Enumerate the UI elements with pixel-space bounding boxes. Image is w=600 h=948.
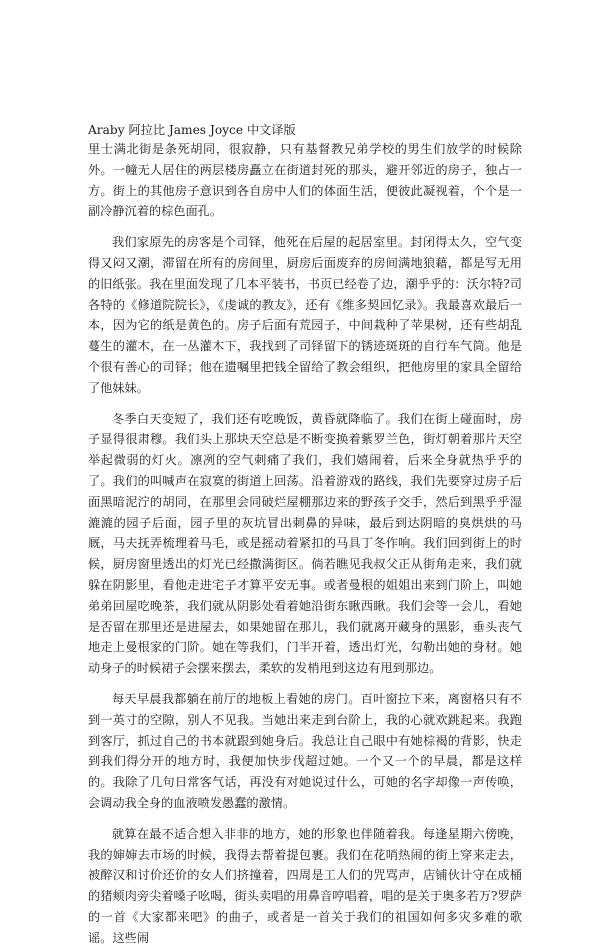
paragraph-5: 就算在最不适合想入非非的地方，她的形象也伴随着我。每逢星期六傍晚，我的婶婶去市场的时候，我得去帮着提包裹。我们在花哨热闹的街上穿来走去，被醉汉和讨价还价的女人们挤撞着，四周是工人们的咒骂声，店铺伙计守在成桶的猪颊肉旁尖着嗓子吆喝，街头卖唱的用鼻音哼唱着，唱的是关于奥多若万?罗萨的一首《大家都来吧》的曲子，或者是一首关于我们的祖国如何多灾多难的歌谣。这些闹 (88, 826, 522, 945)
paragraph-4: 每天早晨我都躺在前厅的地板上看她的房门。百叶窗拉下来，离窗格只有不到一英寸的空隙，别人不见我。当她出来走到台阶上，我的心就欢跳起来。我跑到客厅，抓过自己的书本就跟到她身后。我总让自己眼中有她棕褐的背影，快走到我们得分开的地方时，我便加快步伐超过她。一个又一个的早晨，都是这样的。我除了几句日常客气话，再没有对她说过什么，可她的名字却像一声传唤，会调动我全身的血液喷发愚蠢的激情。 (88, 691, 522, 810)
document-title: Araby 阿拉比 James Joyce 中文译版 (88, 123, 296, 137)
document-body (88, 122, 522, 948)
paragraph-2: 我们家原先的房客是个司铎，他死在后屋的起居室里。封闭得太久，空气变得又闷又潮，滞留在所有的房间里，厨房后面废弃的房间满地狼藉，都是写无用的旧纸张。我在里面发现了几本平装书，书页已经卷了边，潮乎乎的：沃尔特?司各特的《修道院院长》，《虔诚的教友》，还有《维多契回忆录》。我最喜欢最后一本，因为它的纸是黄色的。房子后面有荒园子，中间栽种了苹果树，还有些胡乱蔓生的灌木，在一丛灌木下，我找到了司铎留下的锈迹斑斑的自行车气筒。他是个很有善心的司铎；他在遗嘱里把钱全留给了教会组织，把他房里的家具全留给了他妹妹。 (88, 235, 522, 395)
paragraph-3: 冬季白天变短了，我们还有吃晚饭，黄昏就降临了。我们在街上碰面时，房子显得很肃穆。我们头上那块天空总是不断变换着紫罗兰色，街灯朝着那片天空举起微弱的灯火。凛冽的空气刺痛了我们，我们嬉闹着，后来全身就热乎乎的了。我们的叫喊声在寂寞的街道上回荡。沿着游戏的路线，我们先要穿过房子后面黑暗泥泞的胡同，在那里会同破烂屋棚那边来的野孩子交手，然后到黑乎乎湿漉漉的园子后面，园子里的灰坑冒出刺鼻的异味，最后到达阴暗的臭烘烘的马厩，马夫抚弄梳理着马毛，或是摇动着紧扣的马具丁冬作响。我们回到街上的时候，厨房窗里透出的灯光已经撒满街区。倘若瞧见我叔父正从街角走来，我们就躲在阴影里，看他走进宅子才算平安无事。或者曼根的姐姐出来到门阶上，叫她弟弟回屋吃晚茶，我们就从阴影处看着她沿街东瞅西瞅。我们会等一会儿，看她是否留在那里还是进屋去，如果她留在那儿，我们就离开藏身的黑影，垂头丧气地走上曼根家的门阶。她在等我们，门半开着，透出灯光，勾勒出她的身材。她动身子的时候裙子会摆来摆去，柔软的发梢甩到这边有甩到那边。 (88, 411, 522, 676)
paragraph-1: 里士满北街是条死胡同，很寂静，只有基督教兄弟学校的男生们放学的时候除外。一幢无人居住的两层楼房矗立在街道封死的那头，避开邻近的房子，独占一方。街上的其他房子意识到各自房中人们的体面生活，便彼此凝视着，个个是一副冷静沉着的棕色面孔。 (88, 142, 522, 219)
